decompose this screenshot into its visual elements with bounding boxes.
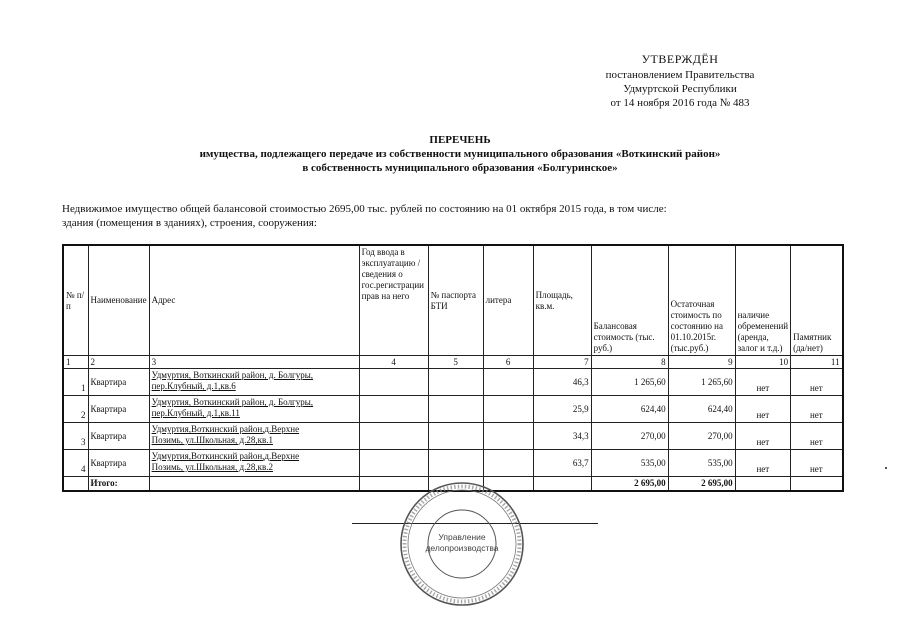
row-residual: 535,00 <box>668 450 735 477</box>
row-passport <box>428 396 483 423</box>
header-cell: № п/п <box>63 245 88 356</box>
header-cell: Остаточная стоимость по состоянию на 01.10.2015г. (тыс.руб.) <box>668 245 735 356</box>
total-residual: 2 695,00 <box>668 477 735 492</box>
column-number-row <box>63 356 843 369</box>
row-encumbrance: нет <box>735 396 791 423</box>
row-passport <box>428 369 483 396</box>
column-number: 9 <box>668 356 735 369</box>
address-line: Удмуртия, Воткинский район, д. Болгуры, <box>151 397 314 407</box>
address-line: Позимь, ул.Школьная, д.28,кв.1 <box>151 435 273 445</box>
column-number: 11 <box>791 356 843 369</box>
row-area: 63,7 <box>533 450 591 477</box>
title-line-2: имущества, подлежащего передаче из собственности муниципального образования «Воткинский район» <box>199 148 721 160</box>
row-litera <box>483 450 533 477</box>
row-residual: 1 265,60 <box>668 369 735 396</box>
approval-block <box>560 52 800 110</box>
row-name: Квартира <box>88 396 149 423</box>
row-encumbrance: нет <box>735 423 791 450</box>
row-balance: 624,40 <box>591 396 668 423</box>
row-litera <box>483 396 533 423</box>
row-balance: 270,00 <box>591 423 668 450</box>
header-cell: № паспорта БТИ <box>428 245 483 356</box>
table-row <box>63 396 843 423</box>
row-passport <box>428 423 483 450</box>
stamp-line-1: Управление <box>438 532 486 542</box>
header-cell: Наименование <box>88 245 149 356</box>
document-title <box>60 133 860 175</box>
intro-line-2: здания (помещения в зданиях), строения, сооружения: <box>62 217 317 229</box>
approval-line-2: Удмуртской Республики <box>623 83 737 95</box>
total-balance: 2 695,00 <box>591 477 668 492</box>
title-line-3: в собственность муниципального образования «Болгуринское» <box>302 162 618 174</box>
approval-line-1: постановлением Правительства <box>605 69 755 81</box>
address-line: пер.Клубный, д.1,кв.11 <box>151 408 240 418</box>
row-name: Квартира <box>88 450 149 477</box>
row-monument: нет <box>791 396 843 423</box>
table-row <box>63 450 843 477</box>
row-area: 25,9 <box>533 396 591 423</box>
approval-heading: УТВЕРЖДЁН <box>641 52 719 66</box>
row-year <box>359 423 428 450</box>
address-line: Удмуртия,Воткинский район,д.Верхне <box>151 451 300 461</box>
row-area: 34,3 <box>533 423 591 450</box>
stamp-line-2: делопроизводства <box>425 543 499 553</box>
column-number: 2 <box>88 356 149 369</box>
row-monument: нет <box>791 369 843 396</box>
address-line: Удмуртия,Воткинский район,д.Верхне <box>151 424 300 434</box>
column-number: 5 <box>428 356 483 369</box>
column-number: 1 <box>63 356 88 369</box>
row-address <box>149 423 359 450</box>
intro-line-1: Недвижимое имущество общей балансовой стоимостью 2695,00 тыс. рублей по состоянию на 01 октября 2015 года, в том числе: <box>62 203 667 215</box>
address-line: пер.Клубный, д.1,кв.6 <box>151 381 236 391</box>
header-cell: литера <box>483 245 533 356</box>
row-balance: 1 265,60 <box>591 369 668 396</box>
official-stamp <box>398 480 526 608</box>
row-litera <box>483 423 533 450</box>
row-monument: нет <box>791 423 843 450</box>
intro-text <box>62 202 862 230</box>
total-label: Итого: <box>88 477 149 492</box>
column-number: 6 <box>483 356 533 369</box>
column-number: 4 <box>359 356 428 369</box>
row-encumbrance: нет <box>735 450 791 477</box>
approval-line-3: от 14 ноября 2016 года № 483 <box>610 97 750 109</box>
row-name: Квартира <box>88 369 149 396</box>
column-number: 10 <box>735 356 791 369</box>
row-year <box>359 450 428 477</box>
row-passport <box>428 450 483 477</box>
row-number: 2 <box>63 396 88 423</box>
header-cell: Балансовая стоимость (тыс. руб.) <box>591 245 668 356</box>
row-address <box>149 369 359 396</box>
row-year <box>359 396 428 423</box>
address-line: Позимь, ул.Школьная, д.28,кв.2 <box>151 462 273 472</box>
row-monument: нет <box>791 450 843 477</box>
address-line: Удмуртия, Воткинский район, д. Болгуры, <box>151 370 314 380</box>
row-name: Квартира <box>88 423 149 450</box>
table-row <box>63 369 843 396</box>
row-number: 3 <box>63 423 88 450</box>
row-address <box>149 450 359 477</box>
row-encumbrance: нет <box>735 369 791 396</box>
row-number: 1 <box>63 369 88 396</box>
column-number: 3 <box>149 356 359 369</box>
header-cell: наличие обременений (аренда, залог и т.д.) <box>735 245 791 356</box>
header-row <box>63 245 843 356</box>
row-year <box>359 369 428 396</box>
title-line-1: ПЕРЕЧЕНЬ <box>429 134 491 146</box>
row-number: 4 <box>63 450 88 477</box>
column-number: 8 <box>591 356 668 369</box>
row-area: 46,3 <box>533 369 591 396</box>
header-cell: Памятник (да/нет) <box>791 245 843 356</box>
row-residual: 624,40 <box>668 396 735 423</box>
column-number: 7 <box>533 356 591 369</box>
header-cell: Адрес <box>149 245 359 356</box>
property-table <box>62 244 844 492</box>
stamp-seal-icon <box>398 480 526 608</box>
row-residual: 270,00 <box>668 423 735 450</box>
header-cell: Площадь, кв.м. <box>533 245 591 356</box>
row-balance: 535,00 <box>591 450 668 477</box>
header-cell: Год ввода в эксплуатацию /сведения о гос.регистрации прав на него <box>359 245 428 356</box>
table-row <box>63 423 843 450</box>
row-address <box>149 396 359 423</box>
row-litera <box>483 369 533 396</box>
